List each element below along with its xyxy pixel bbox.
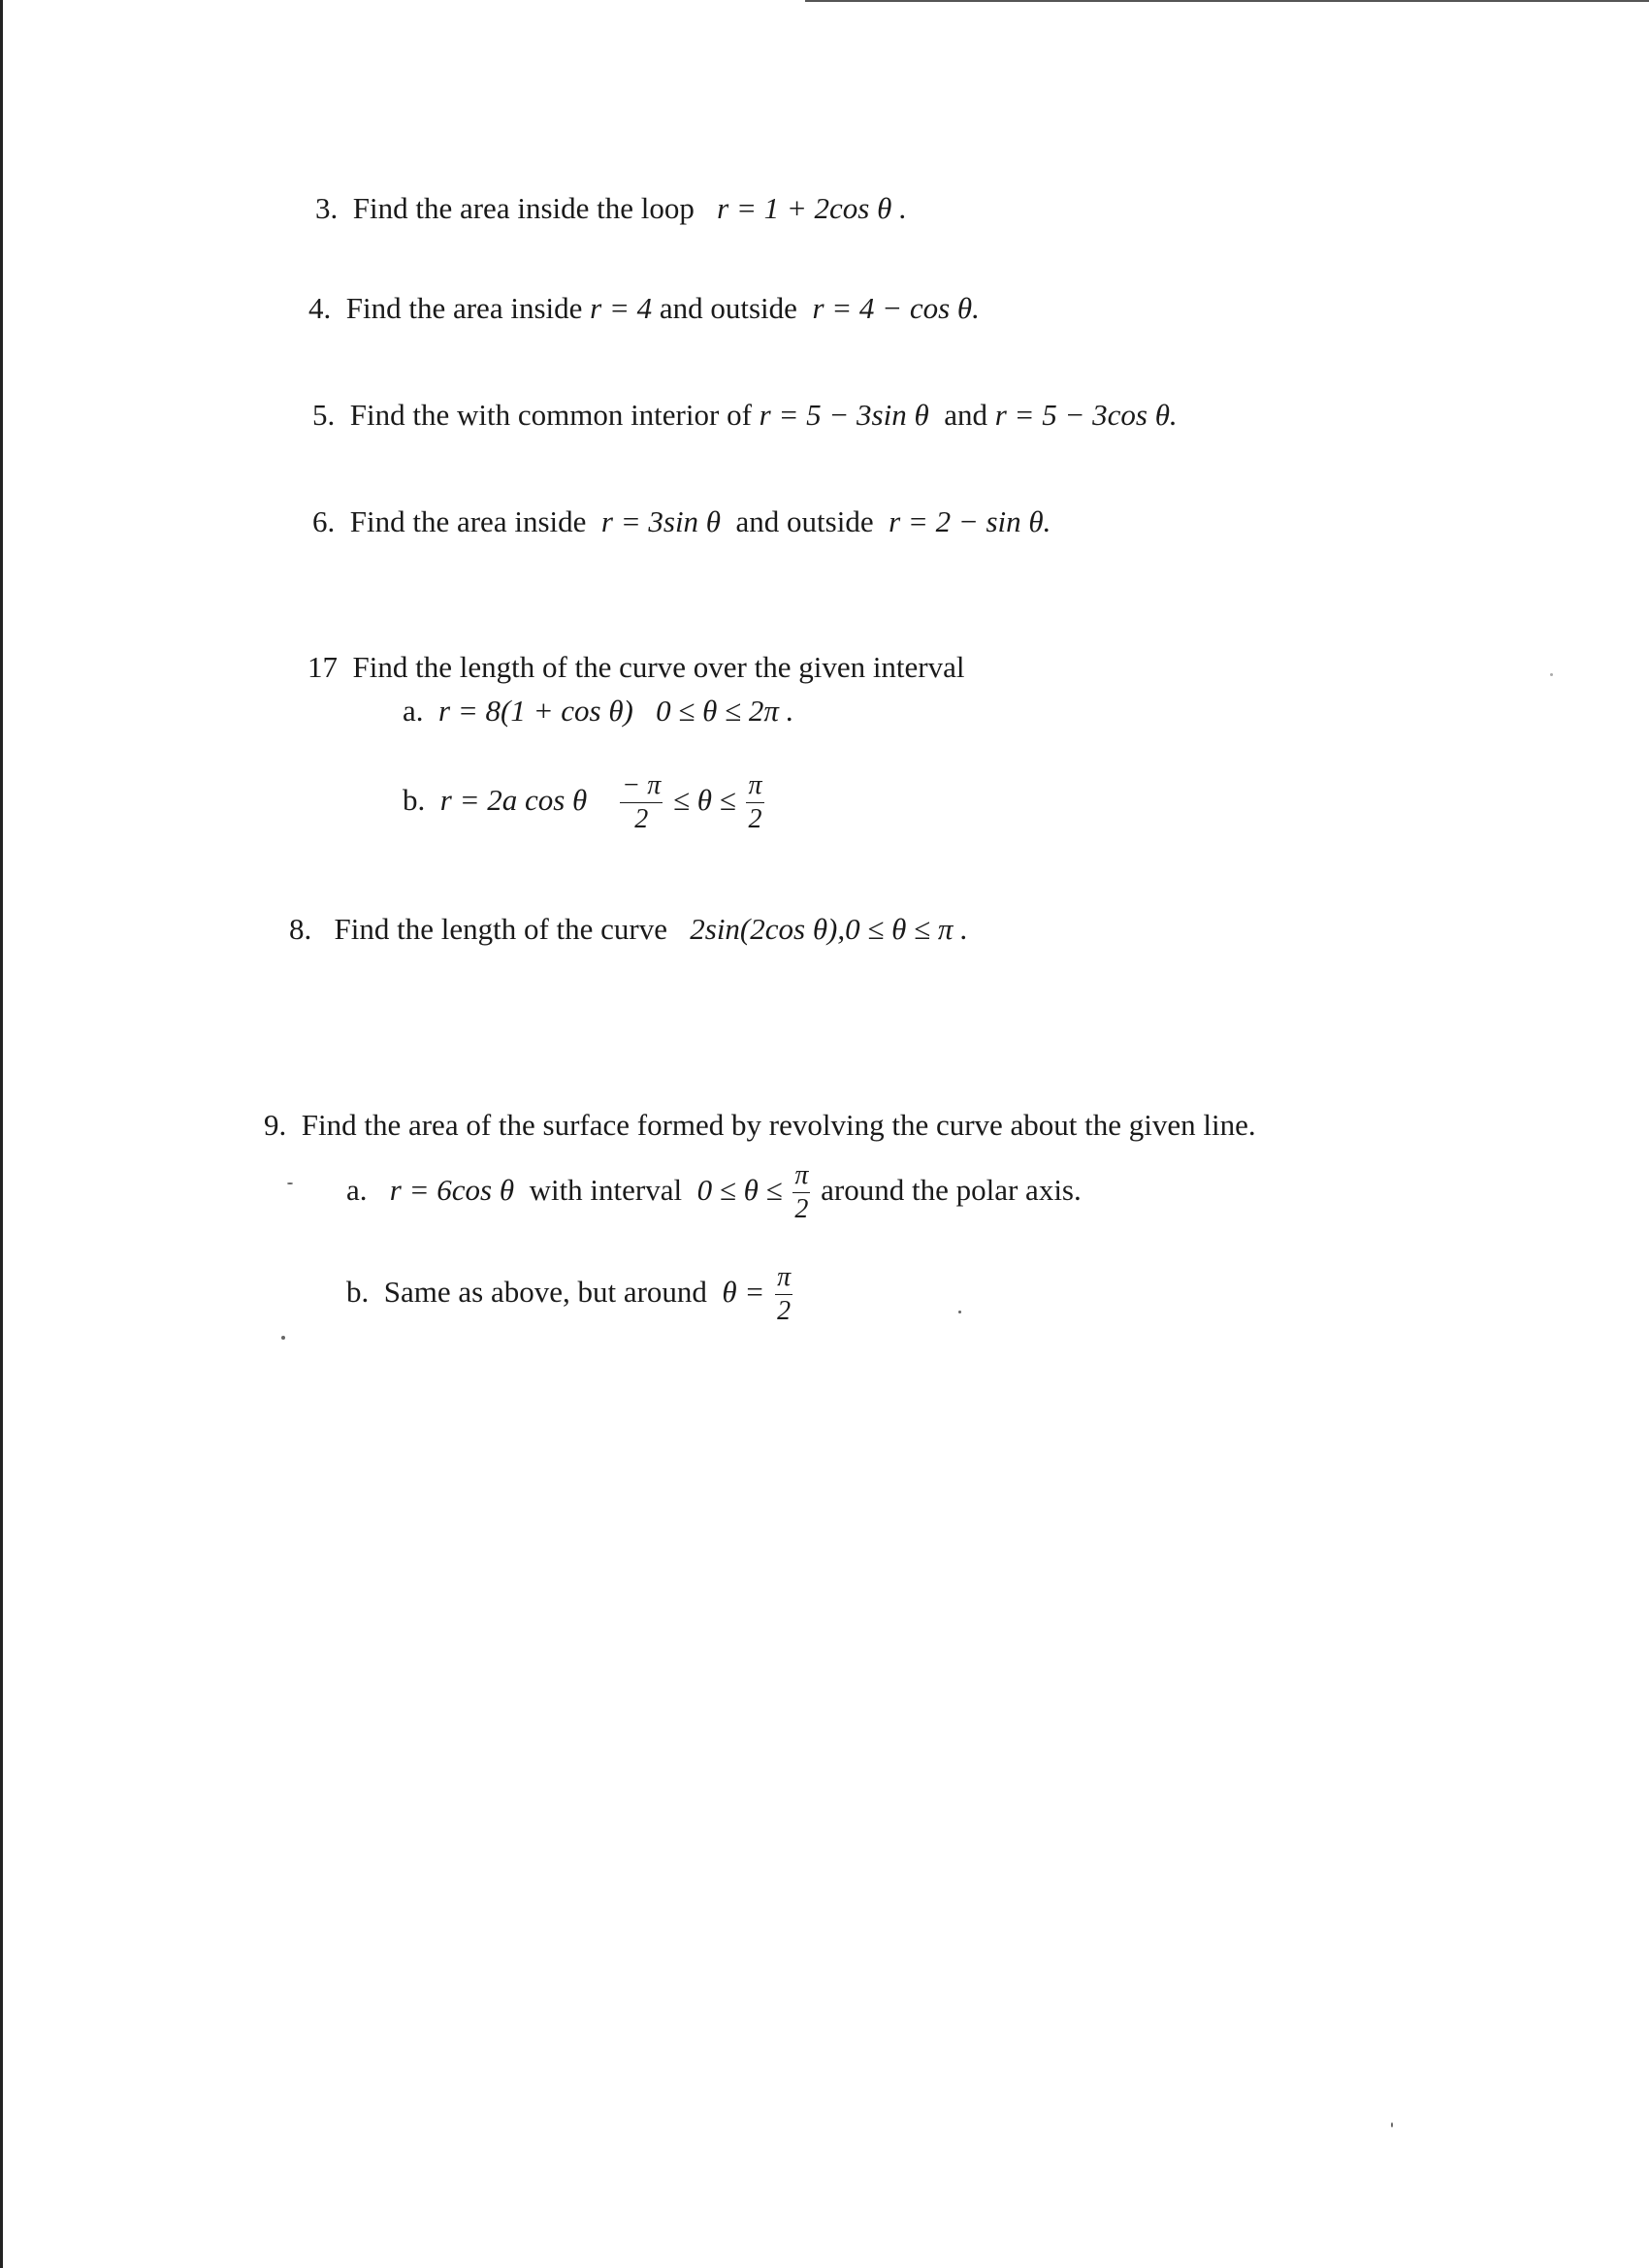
fraction-pi-over-2: $\frac{\pi}{2}$ bbox=[748, 770, 762, 835]
part-inequality: ≤ θ ≤ bbox=[672, 783, 736, 817]
problem-connector: and outside bbox=[659, 291, 797, 325]
scan-edge-left bbox=[0, 0, 3, 2268]
part-text: around the polar axis. bbox=[821, 1173, 1082, 1207]
problem-6 bbox=[312, 502, 1051, 541]
part-text: Same as above, but around bbox=[383, 1275, 707, 1309]
problem-math-a: r = 4 bbox=[590, 291, 653, 325]
problem-math-b: r = 5 − 3cos θ. bbox=[994, 398, 1178, 432]
problem-math-a: r = 3sin θ bbox=[600, 504, 722, 538]
problem-text: Find the with common interior of bbox=[349, 398, 752, 432]
part-interval: 0 ≤ θ ≤ bbox=[696, 1173, 783, 1207]
problem-3 bbox=[315, 189, 907, 228]
problem-text: Find the area inside the loop bbox=[352, 191, 695, 225]
problem-17a bbox=[403, 692, 793, 730]
problem-number: 3. bbox=[315, 191, 339, 225]
scan-speck bbox=[1550, 673, 1553, 676]
problem-9b bbox=[346, 1261, 795, 1325]
problem-text: Find the area of the surface formed by revolving the curve about the given line. bbox=[301, 1108, 1256, 1142]
part-label: b. bbox=[346, 1275, 370, 1309]
part-text: with interval bbox=[529, 1173, 683, 1207]
problem-math: 2sin(2cos θ),0 ≤ θ ≤ π . bbox=[690, 912, 968, 946]
scan-speck bbox=[281, 1336, 285, 1340]
problem-8 bbox=[289, 910, 968, 949]
problem-math: r = 1 + 2cos θ . bbox=[717, 191, 907, 225]
part-interval: 0 ≤ θ ≤ 2π . bbox=[656, 694, 794, 728]
part-math: θ = bbox=[722, 1275, 765, 1309]
problem-text: Find the length of the curve bbox=[334, 912, 667, 946]
problem-number: 17 bbox=[307, 650, 338, 684]
problem-connector: and outside bbox=[735, 504, 874, 538]
fraction-neg-pi-over-2: $\frac{- \pi}{2}$ bbox=[622, 770, 662, 835]
scan-edge-top bbox=[805, 0, 1649, 2]
problem-9 bbox=[264, 1106, 1256, 1145]
problem-number: 4. bbox=[308, 291, 332, 325]
part-label: a. bbox=[346, 1173, 368, 1207]
problem-9a bbox=[346, 1159, 1082, 1223]
problem-text: Find the area inside bbox=[345, 291, 583, 325]
problem-17 bbox=[307, 648, 965, 687]
scan-speck bbox=[958, 1311, 961, 1313]
problem-number: 8. bbox=[289, 912, 312, 946]
fraction-pi-over-2: $\frac{\pi}{2}$ bbox=[777, 1262, 792, 1327]
part-math: r = 2a cos θ bbox=[439, 783, 588, 817]
problem-5 bbox=[312, 396, 1178, 435]
part-label: b. bbox=[403, 783, 426, 817]
fraction-pi-over-2: $\frac{\pi}{2}$ bbox=[794, 1160, 809, 1225]
part-math: r = 8(1 + cos θ) bbox=[438, 694, 633, 728]
problem-number: 9. bbox=[264, 1108, 287, 1142]
problem-number: 6. bbox=[312, 504, 336, 538]
part-label: a. bbox=[403, 694, 424, 728]
scan-speck bbox=[287, 1183, 293, 1184]
problem-text: Find the area inside bbox=[349, 504, 587, 538]
problem-connector: and bbox=[944, 398, 987, 432]
problem-17b bbox=[403, 769, 767, 833]
scan-speck bbox=[1391, 2122, 1393, 2127]
part-math: r = 6cos θ bbox=[389, 1173, 515, 1207]
problem-math-b: r = 4 − cos θ. bbox=[812, 291, 980, 325]
problem-math-b: r = 2 − sin θ. bbox=[889, 504, 1051, 538]
problem-text: Find the length of the curve over the given interval bbox=[352, 650, 965, 684]
problem-math-a: r = 5 − 3sin θ bbox=[759, 398, 929, 432]
problem-4 bbox=[308, 289, 980, 328]
problem-number: 5. bbox=[312, 398, 336, 432]
